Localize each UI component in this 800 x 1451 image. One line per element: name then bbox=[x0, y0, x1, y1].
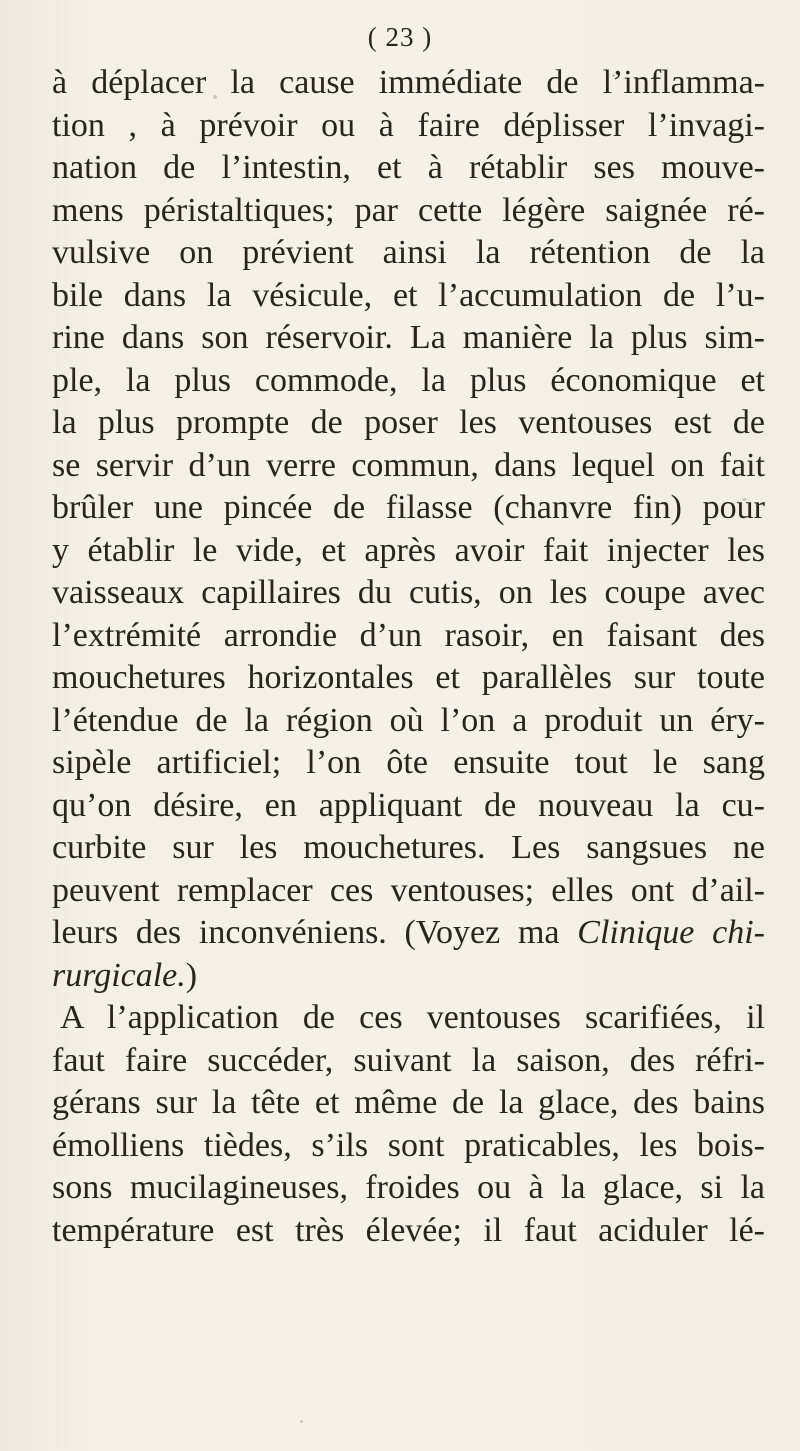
text-line-with-citation bbox=[52, 955, 765, 998]
text-line: la plus prompte de poser les ventouses est de bbox=[52, 404, 765, 441]
text-line: brûler une pincée de filasse (chanvre fin) pour bbox=[52, 489, 765, 526]
text-line: gérans sur la tête et même de la glace, des bains bbox=[52, 1084, 765, 1121]
text-line-with-citation bbox=[52, 912, 765, 955]
paper-speck bbox=[742, 498, 747, 501]
citation-title-part-1: Clinique chi- bbox=[577, 914, 765, 951]
text-line: se servir d’un verre commun, dans lequel on fait bbox=[52, 446, 765, 484]
text-line: à déplacer la cause immédiate de l’inflamma- bbox=[52, 64, 765, 101]
text-line: vaisseaux capillaires du cutis, on les coupe avec bbox=[52, 574, 765, 611]
body-text bbox=[52, 62, 765, 1252]
text-line: l’étendue de la région où l’on a produit un éry- bbox=[52, 701, 765, 739]
text-line: bile dans la vésicule, et l’accumulation de l’u- bbox=[52, 276, 765, 314]
paper-speck bbox=[213, 95, 217, 99]
text-line: rine dans son réservoir. La manière la plus sim- bbox=[52, 319, 765, 356]
text-line: y établir le vide, et après avoir fait injecter les bbox=[52, 531, 765, 569]
text-line: l’extrémité arrondie d’un rasoir, en faisant des bbox=[52, 616, 765, 654]
text-line: vulsive on prévient ainsi la rétention de la bbox=[52, 234, 765, 271]
page-number: ( 23 ) bbox=[367, 22, 433, 52]
text-line: sipèle artificiel; l’on ôte ensuite tout le sang bbox=[52, 744, 765, 781]
paper-speck bbox=[612, 74, 615, 77]
citation-title-part-2: rurgicale. bbox=[52, 956, 186, 994]
closing-parenthesis: ) bbox=[185, 956, 198, 994]
text-line: ple, la plus commode, la plus économique et bbox=[52, 361, 765, 399]
text-line: tion , à prévoir ou à faire déplisser l’invagi- bbox=[52, 106, 765, 144]
text-line: faut faire succéder, suivant la saison, des réfri- bbox=[52, 1041, 765, 1079]
text-line: mens péristaltiques; par cette légère saignée ré- bbox=[52, 191, 765, 229]
text-line: curbite sur les mouchetures. Les sangsues ne bbox=[52, 829, 765, 866]
text-line: sons mucilagineuses, froides ou à la glace, si la bbox=[52, 1169, 765, 1206]
text-line: peuvent remplacer ces ventouses; elles ont d’ail- bbox=[52, 871, 765, 909]
text-fragment: leurs des inconvéniens. (Voyez ma bbox=[52, 914, 578, 951]
text-line: A l’application de ces ventouses scarifiées, il bbox=[60, 999, 765, 1036]
text-line: mouchetures horizontales et parallèles sur toute bbox=[52, 659, 765, 696]
text-line: nation de l’intestin, et à rétablir ses mouve- bbox=[52, 149, 765, 186]
paper-speck bbox=[300, 1420, 303, 1423]
text-line: qu’on désire, en appliquant de nouveau la cu- bbox=[52, 786, 765, 824]
text-line: température est très élevée; il faut aciduler lé- bbox=[52, 1211, 765, 1249]
text-line: émolliens tièdes, s’ils sont praticables, les bois- bbox=[52, 1126, 765, 1164]
